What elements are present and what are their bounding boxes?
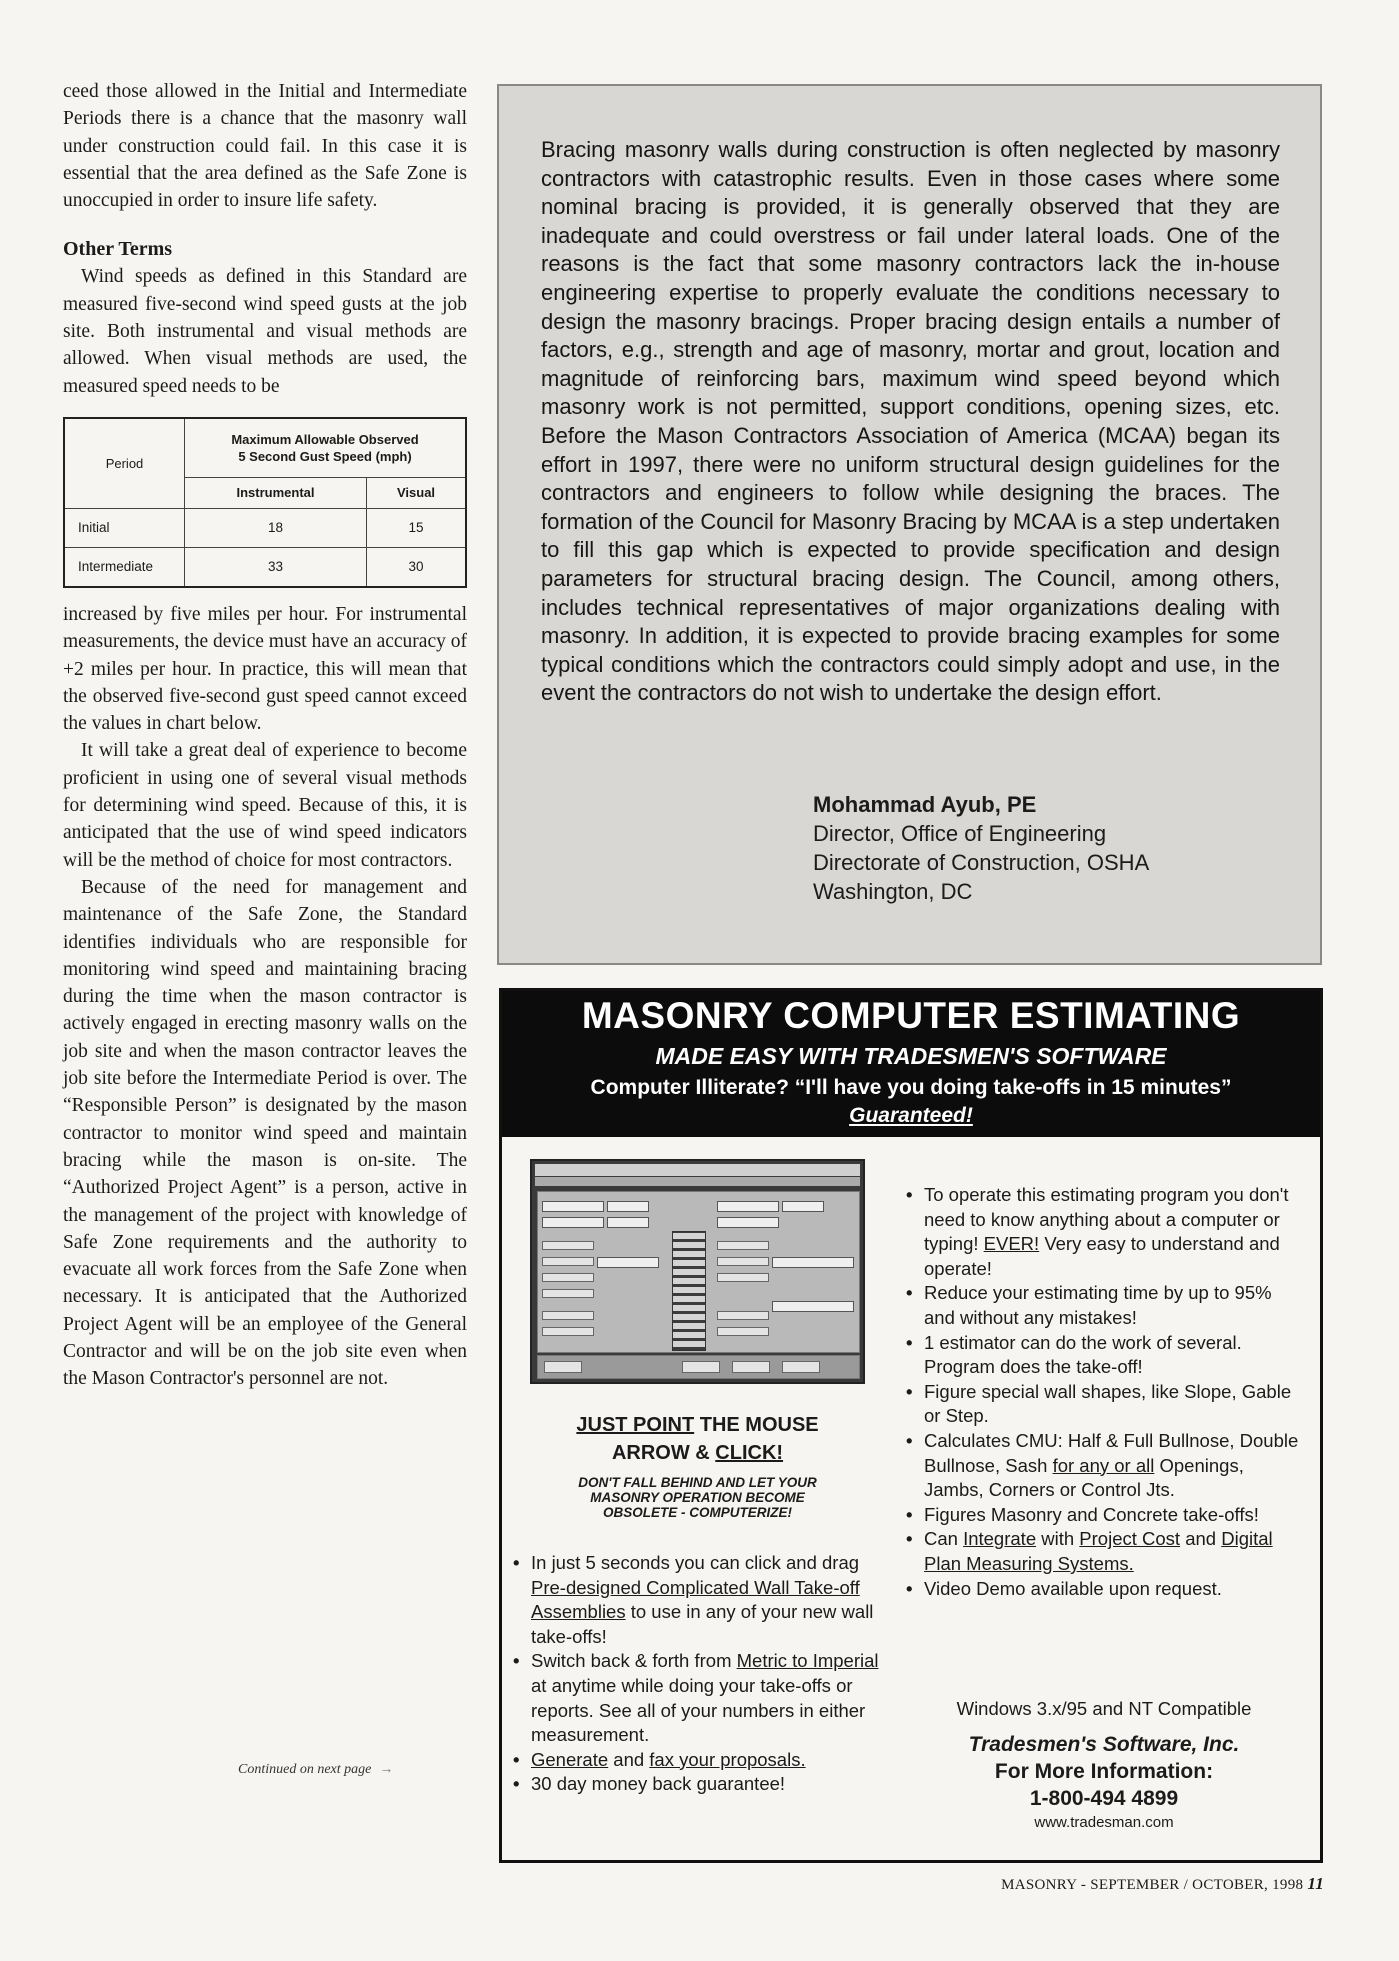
author-location: Washington, DC [813, 879, 973, 904]
continued-text: Continued on next page [238, 1762, 372, 1777]
screenshot-field [542, 1201, 604, 1212]
table-cell-visual: 30 [367, 547, 467, 587]
table-cell-instrumental: 18 [185, 508, 367, 547]
article-paragraph: It will take a great deal of experience to become proficient in using one of several visual methods for determining wind speed. Because of this, it is anticipated that the use of wind speed indicators will be the method of choice for most contractors. [63, 740, 467, 871]
screenshot-button [717, 1327, 769, 1336]
window-titlebar [535, 1164, 860, 1176]
article-paragraph: ceed those allowed in the Initial and Intermediate Periods there is a chance that the masonry wall under construction could fail. In this case it is essential that the area defined as the Safe Zone is unoccupied in order to insure life safety. [63, 81, 467, 212]
list-item: • Video Demo available upon request. [905, 1577, 1303, 1602]
continued-note [238, 1762, 393, 1778]
article-paragraph: Because of the need for management and maintenance of the Safe Zone, the Standard identifies individuals who are responsible for monitoring wind speed and maintaining bracing during the time when the mason contractor is actively engaged in erecting masonry walls on the job site and when the mason contractor leaves the job site before the Intermediate Period is over. The “Responsible Person” is designated by the mason contractor to monitor wind speed and maintain bracing while the mason is on-site. The “Authorized Project Agent” is a person, active in the management of the project with knowledge of Safe Zone requirements and the authority to evacuate all work forces from the Safe Zone when necessary. It is anticipated that the Authorized Project Agent will be an employee of the General Contractor and will be on the job site even when the Mason Contractor's personnel are not. [63, 876, 467, 1390]
software-screenshot [530, 1159, 865, 1384]
note-line: OBSOLETE - COMPUTERIZE! [603, 1505, 792, 1520]
point-click-text: THE MOUSE [694, 1414, 819, 1436]
author-title: Director, Office of Engineering [813, 821, 1107, 846]
article-paragraph: increased by five miles per hour. For instrumental measurements, the device must have an accuracy of +2 miles per hour. In practice, this will mean that the observed five-second gust speed cannot exceed the values in chart below. [63, 603, 467, 735]
ad-feature-list-left [512, 1551, 892, 1797]
screenshot-button [782, 1361, 820, 1373]
table-cell-period: Intermediate [64, 547, 185, 587]
table-header-max-speed [185, 418, 467, 478]
table-header-line: 5 Second Gust Speed (mph) [238, 448, 412, 464]
list-item: • Figure special wall shapes, like Slope, Gable or Step. [905, 1380, 1303, 1429]
software-advertisement [499, 988, 1323, 1863]
ad-header [502, 991, 1320, 1137]
point-click-text: ARROW & [611, 1442, 716, 1464]
wind-speed-table [63, 417, 467, 588]
window-menubar [535, 1177, 860, 1186]
screenshot-field [717, 1217, 779, 1228]
ad-feature-list-right [905, 1183, 1303, 1601]
page-footer [1001, 1874, 1324, 1894]
screenshot-button [542, 1273, 594, 1282]
list-item: • Generate and fax your proposals. [512, 1748, 892, 1773]
screenshot-button [732, 1361, 770, 1373]
list-item: • 30 day money back guarantee! [512, 1772, 892, 1797]
screenshot-field [772, 1301, 854, 1312]
list-item: • 1 estimator can do the work of several. Program does the take-off! [905, 1331, 1303, 1380]
note-line: MASONRY OPERATION BECOME [590, 1490, 805, 1505]
left-article-column [63, 78, 467, 1393]
screenshot-field [542, 1217, 604, 1228]
screenshot-field [782, 1201, 824, 1212]
note-line: DON'T FALL BEHIND AND LET YOUR [578, 1475, 817, 1490]
table-cell-instrumental: 33 [185, 547, 367, 587]
point-click-underlined: JUST POINT [576, 1414, 695, 1436]
point-click-callout [530, 1411, 865, 1520]
list-item: • Reduce your estimating time by up to 95% and without any mistakes! [905, 1281, 1303, 1330]
screenshot-field [597, 1257, 659, 1268]
quote-signature [813, 790, 1149, 906]
screenshot-field [607, 1217, 649, 1228]
list-item: • Calculates CMU: Half & Full Bullnose, Double Bullnose, Sash for any or all Openings, Jambs, Corners or Control Jts. [905, 1429, 1303, 1503]
list-item: • In just 5 seconds you can click and drag Pre-designed Complicated Wall Take-off Assemblies to use in any of your new wall take-offs! [512, 1551, 892, 1649]
company-contact [905, 1731, 1303, 1834]
ad-title: MASONRY COMPUTER ESTIMATING [581, 995, 1241, 1036]
website-url: www.tradesman.com [1034, 1814, 1174, 1831]
quote-sidebar [497, 84, 1322, 965]
table-row [64, 508, 466, 547]
page-number: 11 [1307, 1874, 1324, 1893]
author-name: Mohammad Ayub, PE [813, 792, 1037, 817]
ad-subtitle: MADE EASY WITH TRADESMEN'S SOFTWARE [655, 1043, 1167, 1069]
screenshot-button [542, 1241, 594, 1250]
point-click-line [530, 1411, 865, 1439]
screenshot-button [542, 1327, 594, 1336]
screenshot-field [607, 1201, 649, 1212]
arrow-right-icon: → [379, 1762, 394, 1777]
section-heading: Other Terms [63, 238, 173, 261]
table-cell-period: Initial [64, 508, 185, 547]
list-item: • To operate this estimating program you don't need to know anything about a computer or typing! EVER! Very easy to understand and operate! [905, 1183, 1303, 1281]
screenshot-button [717, 1241, 769, 1250]
more-info-label: For More Information: [994, 1760, 1214, 1783]
point-click-underlined: CLICK! [715, 1442, 784, 1464]
screenshot-field [772, 1257, 854, 1268]
ad-tagline: Computer Illiterate? “I'll have you doing take-offs in 15 minutes” [590, 1076, 1232, 1099]
screenshot-button [542, 1311, 594, 1320]
point-click-line [530, 1439, 865, 1467]
screenshot-field [717, 1201, 779, 1212]
table-row [64, 547, 466, 587]
screenshot-button [717, 1257, 769, 1266]
footer-text: MASONRY - SEPTEMBER / OCTOBER, 1998 [1001, 1877, 1304, 1893]
screenshot-wall-graphic [672, 1231, 706, 1351]
phone-number: 1-800-494 4899 [1029, 1787, 1179, 1810]
compatibility-note: Windows 3.x/95 and NT Compatible [956, 1698, 1252, 1719]
quote-text: Bracing masonry walls during construction is often neglected by masonry contractors with catastrophic results. Even in those cases where some nominal bracing is provided, it is generally observed that they are inadequate and could overstress or fail under lateral loads. One of the reasons is the fact that some masonry contractors lack the in-house engineering expertise to properly evaluate the conditions necessary to design the masonry bracings. Proper bracing design entails a number of factors, e.g., strength and age of masonry, mortar and grout, location and magnitude of reinforcing bars, maximum wind speed beyond which masonry work is not permitted, support conditions, opening sizes, etc. Before the Mason Contractors Association of America (MCAA) began its effort in 1997, there were no uniform structural design guidelines for the contractors and engineers to follow while designing the braces. The formation of the Council for Masonry Bracing by MCAA is a step undertaken to fill this gap which is expected to provide specification and design parameters for structural bracing design. The Council, among others, includes technical representatives of major organizations dealing with masonry. In addition, it is expected to provide bracing examples for some typical conditions which the contractors could simply adopt and use, in the event the contractors do not wish to undertake the design effort. [541, 137, 1280, 706]
ad-guarantee: Guaranteed! [849, 1104, 973, 1127]
list-item: • Switch back & forth from Metric to Imperial at anytime while doing your take-offs or reports. See all of your numbers in either measurement. [512, 1649, 892, 1747]
table-header-instrumental: Instrumental [185, 477, 367, 508]
table-header-line: Maximum Allowable Observed [231, 431, 419, 447]
screenshot-button [717, 1273, 769, 1282]
screenshot-button [682, 1361, 720, 1373]
screenshot-button [717, 1311, 769, 1320]
author-department: Directorate of Construction, OSHA [813, 850, 1150, 875]
screenshot-button [542, 1257, 594, 1266]
computerize-note [530, 1475, 865, 1520]
company-name: Tradesmen's Software, Inc. [968, 1733, 1240, 1756]
article-paragraph: Wind speeds as defined in this Standard are measured five-second wind speed gusts at the job site. Both instrumental and visual methods are allowed. When visual methods are used, the measured speed needs to be [63, 266, 467, 397]
table-header-period: Period [64, 418, 185, 509]
list-item: • Figures Masonry and Concrete take-offs! [905, 1503, 1303, 1528]
list-item: • Can Integrate with Project Cost and Digital Plan Measuring Systems. [905, 1527, 1303, 1576]
screenshot-button [544, 1361, 582, 1373]
table-cell-visual: 15 [367, 508, 467, 547]
table-header-visual: Visual [367, 477, 467, 508]
screenshot-button [542, 1289, 594, 1298]
